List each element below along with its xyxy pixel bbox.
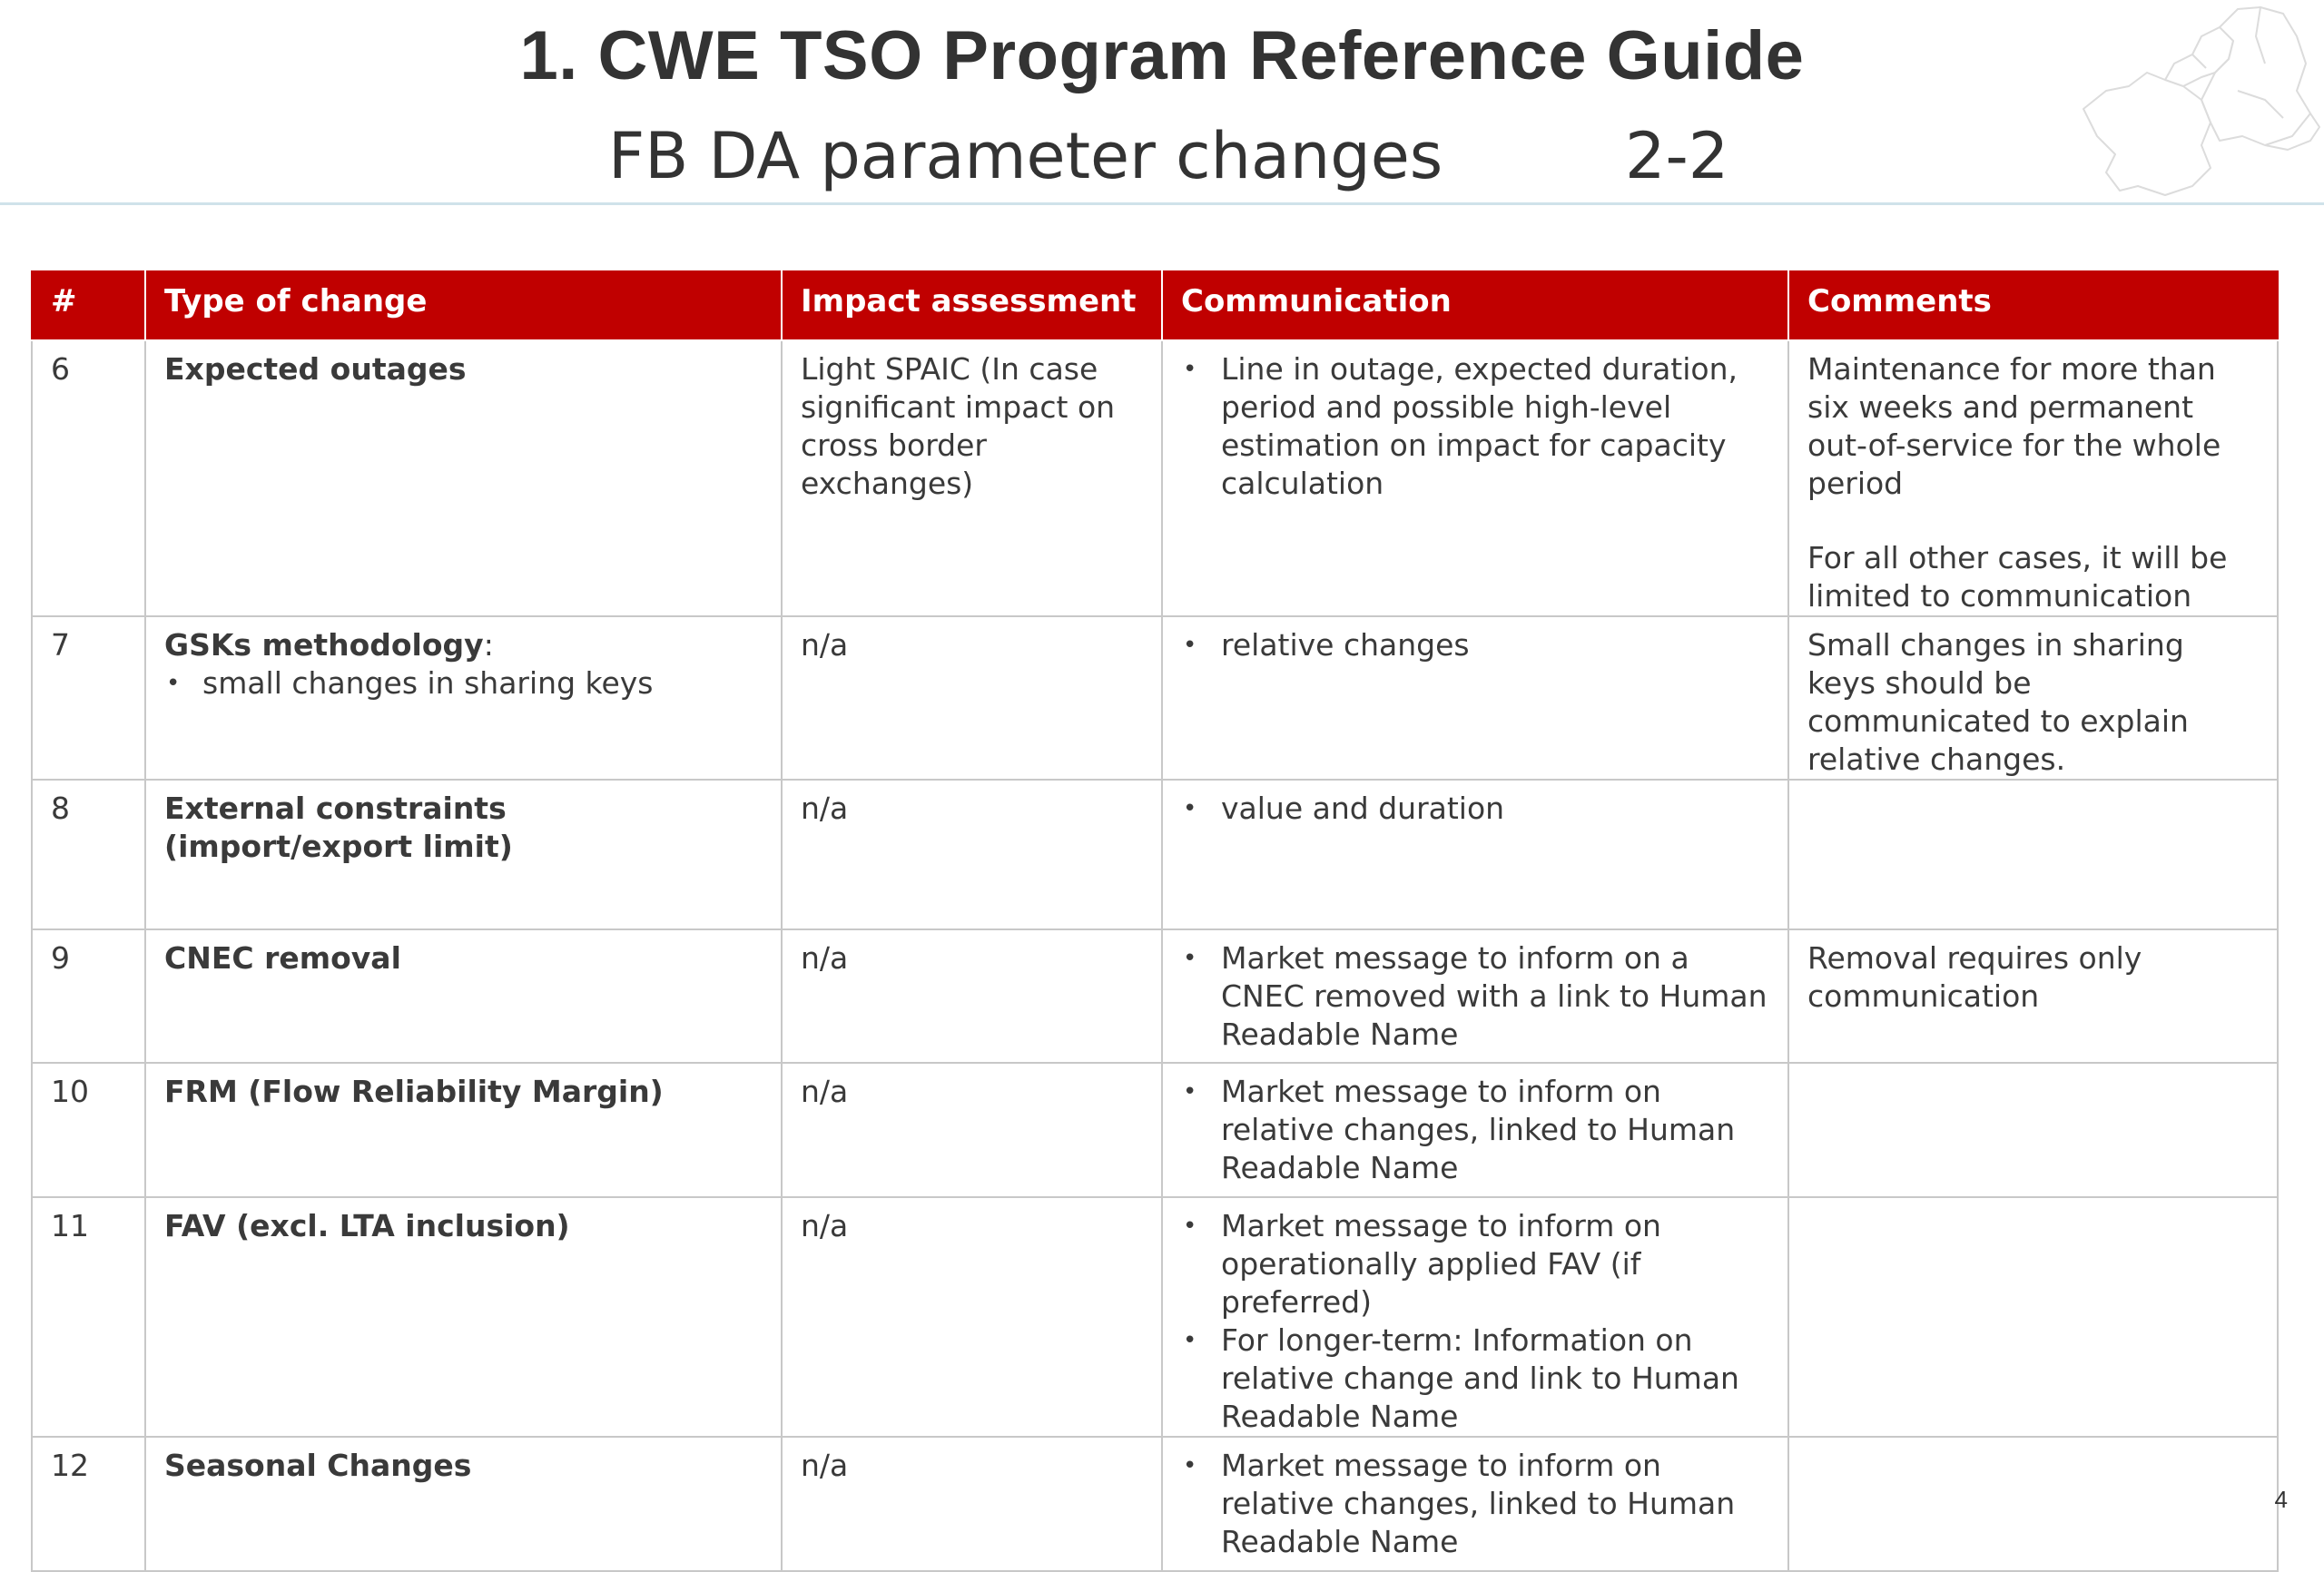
type-of-change-label: CNEC removal (164, 940, 401, 976)
comment-text: Maintenance for more than six weeks and permanent out-of-service for the whole period (1807, 351, 2221, 501)
row-number: 12 (32, 1437, 145, 1571)
type-of-change-label: FAV (excl. LTA inclusion) (164, 1208, 570, 1243)
communication-item: • value and duration (1181, 790, 1769, 828)
type-of-change-label: GSKs methodology (164, 627, 484, 663)
type-of-change (145, 780, 782, 929)
table-row (32, 780, 2278, 929)
slide-subtitle-page: 2-2 (1625, 119, 1729, 193)
communication (1162, 929, 1788, 1063)
parameter-changes-table (31, 270, 2279, 1572)
comments (1788, 616, 2278, 780)
column-header-impact: Impact assessment (782, 271, 1162, 340)
communication (1162, 340, 1788, 616)
communication (1162, 1063, 1788, 1197)
type-of-change (145, 340, 782, 616)
column-header-type: Type of change (145, 271, 782, 340)
type-of-change (145, 929, 782, 1063)
communication-item: • Market message to inform on operationally applied FAV (if preferred) (1181, 1207, 1769, 1321)
table-row (32, 1197, 2278, 1437)
communication-item: • Market message to inform on relative changes, linked to Human Readable Name (1181, 1447, 1769, 1561)
impact-assessment: Light SPAIC (In case significant impact on cross border exchanges) (782, 340, 1162, 616)
type-of-change (145, 616, 782, 780)
table-row (32, 616, 2278, 780)
impact-assessment: n/a (782, 929, 1162, 1063)
comment-text: Small changes in sharing keys should be communicated to explain relative changes. (1807, 627, 2189, 777)
row-number: 7 (32, 616, 145, 780)
comment-text: Removal requires only communication (1807, 940, 2142, 1014)
comments (1788, 1437, 2278, 1571)
comment-text: For all other cases, it will be limited to communication (1807, 540, 2228, 614)
communication-item: • Line in outage, expected duration, period and possible high-level estimation on impact for capacity calculation (1181, 350, 1769, 503)
impact-assessment: n/a (782, 780, 1162, 929)
column-header-communication: Communication (1162, 271, 1788, 340)
type-of-change-suffix: : (483, 627, 494, 663)
column-header-comments: Comments (1788, 271, 2278, 340)
slide-subtitle: FB DA parameter changes (608, 119, 1443, 193)
cwe-region-map-icon (2065, 0, 2324, 204)
type-of-change-detail: • small changes in sharing keys (164, 664, 763, 702)
type-of-change-label: External constraints (import/export limit) (164, 791, 513, 864)
row-number: 8 (32, 780, 145, 929)
comments (1788, 1197, 2278, 1437)
header-divider (0, 202, 2324, 205)
table-header-row (32, 271, 2278, 340)
slide-title: 1. CWE TSO Program Reference Guide (519, 17, 1805, 94)
impact-assessment: n/a (782, 1197, 1162, 1437)
communication-item: • Market message to inform on relative changes, linked to Human Readable Name (1181, 1073, 1769, 1187)
communication-item: • relative changes (1181, 626, 1769, 664)
impact-assessment: n/a (782, 1063, 1162, 1197)
communication (1162, 780, 1788, 929)
type-of-change-label: Seasonal Changes (164, 1448, 472, 1483)
communication (1162, 1197, 1788, 1437)
comments (1788, 1063, 2278, 1197)
communication-item: • Market message to inform on a CNEC removed with a link to Human Readable Name (1181, 939, 1769, 1054)
column-header-number: # (32, 271, 145, 340)
table-row (32, 1063, 2278, 1197)
comments (1788, 340, 2278, 616)
comments (1788, 780, 2278, 929)
communication (1162, 1437, 1788, 1571)
page-number: 4 (2274, 1486, 2288, 1513)
impact-assessment: n/a (782, 616, 1162, 780)
row-number: 10 (32, 1063, 145, 1197)
table-row (32, 1437, 2278, 1571)
impact-assessment: n/a (782, 1437, 1162, 1571)
table-row (32, 340, 2278, 616)
communication-item: • For longer-term: Information on relative change and link to Human Readable Name (1181, 1321, 1769, 1436)
type-of-change-label: Expected outages (164, 351, 467, 387)
type-of-change-label: FRM (Flow Reliability Margin) (164, 1074, 664, 1109)
type-of-change (145, 1437, 782, 1571)
communication (1162, 616, 1788, 780)
row-number: 11 (32, 1197, 145, 1437)
type-of-change (145, 1197, 782, 1437)
row-number: 9 (32, 929, 145, 1063)
row-number: 6 (32, 340, 145, 616)
table-row (32, 929, 2278, 1063)
type-of-change (145, 1063, 782, 1197)
comments (1788, 929, 2278, 1063)
